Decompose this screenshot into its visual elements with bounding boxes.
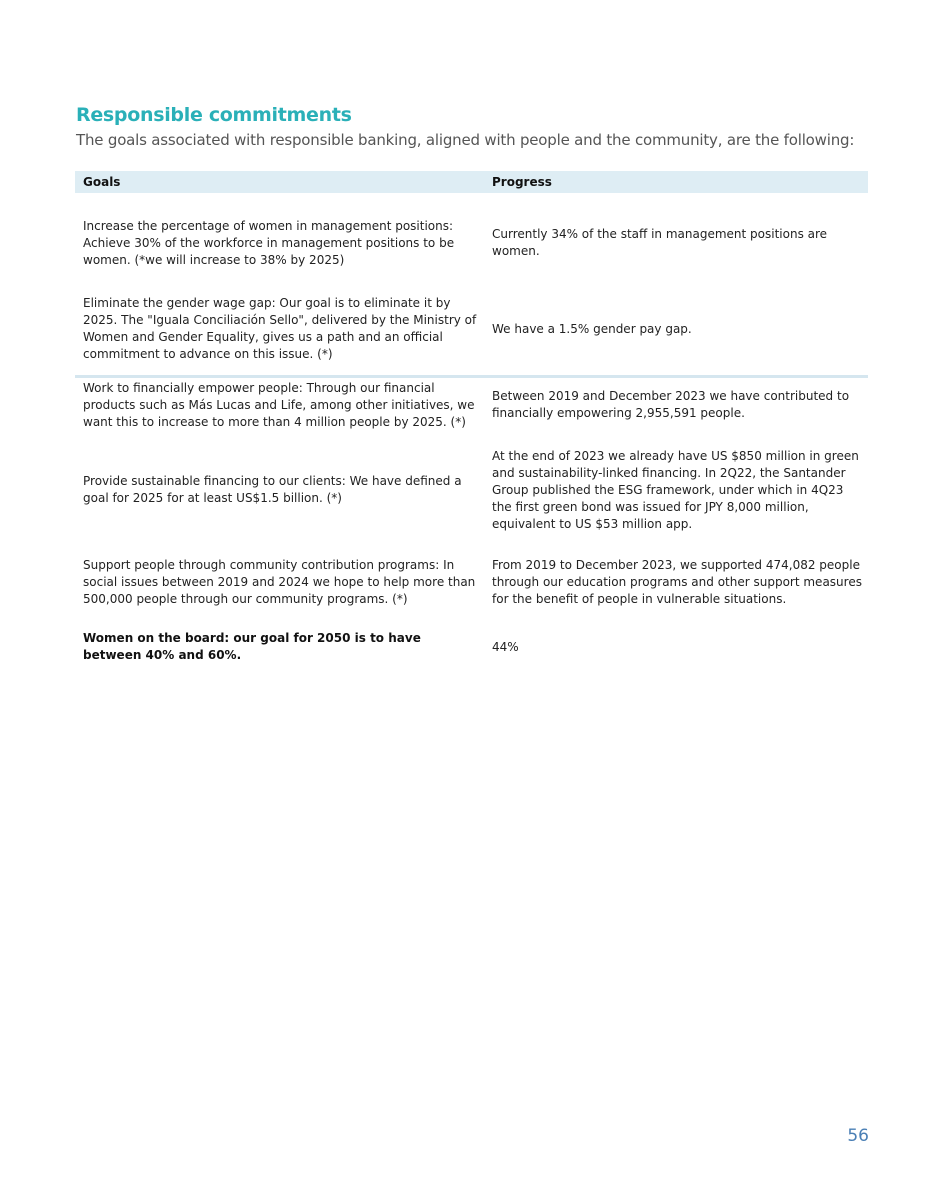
progress-cell: We have a 1.5% gender pay gap. (492, 321, 692, 336)
goal-cell: Work to financially empower people: Through our financial products such as Más Lucas and Life, among other initiatives, we want this to increase to more than 4 million people by 2025. (*) (83, 380, 475, 429)
header-goals: Goals (83, 175, 121, 189)
page-subtitle: The goals associated with responsible banking, aligned with people and the community, are the following: (76, 131, 855, 149)
page-number: 56 (847, 1126, 869, 1146)
table-row (75, 445, 868, 535)
goal-cell: Women on the board: our goal for 2050 is to have between 40% and 60%. (83, 631, 421, 662)
goal-cell: Provide sustainable financing to our clients: We have defined a goal for 2025 for at least US$1.5 billion. (*) (83, 474, 462, 505)
goal-cell: Support people through community contribution programs: In social issues between 2019 and 2024 we hope to help more than 500,000 people through our community programs. (*) (83, 557, 476, 606)
table-header (75, 171, 868, 193)
progress-cell: At the end of 2023 we already have US $850 million in green and sustainability-linked financing. In 2Q22, the Santander Group published the ESG framework, under which in 4Q23 the first green bond was issued for JPY 8,000 million, equivalent to US $53 million app. (492, 448, 859, 531)
table-row (75, 215, 868, 271)
progress-cell: Currently 34% of the staff in management positions are women. (492, 227, 828, 258)
header-progress: Progress (492, 175, 552, 189)
progress-cell: 44% (492, 639, 519, 654)
table-row (75, 379, 868, 431)
goal-cell: Eliminate the gender wage gap: Our goal is to eliminate it by 2025. The "Iguala Conciliación Sello", delivered by the Ministry of Women and Gender Equality, gives us a path and an official commitment to advance on this issue. (*) (83, 296, 477, 361)
commitments-table (75, 171, 868, 662)
row-divider (75, 375, 868, 378)
table-row (75, 629, 868, 665)
page-title: Responsible commitments (76, 104, 352, 126)
table-row (75, 555, 868, 609)
table-row (75, 293, 868, 365)
progress-cell: From 2019 to December 2023, we supported 474,082 people through our education programs and other support measures for the benefit of people in vulnerable situations. (492, 557, 862, 606)
progress-cell: Between 2019 and December 2023 we have contributed to financially empowering 2,955,591 people. (492, 389, 850, 420)
goal-cell: Increase the percentage of women in management positions: Achieve 30% of the workforce in management positions to be women. (*we will increase to 38% by 2025) (83, 218, 455, 267)
